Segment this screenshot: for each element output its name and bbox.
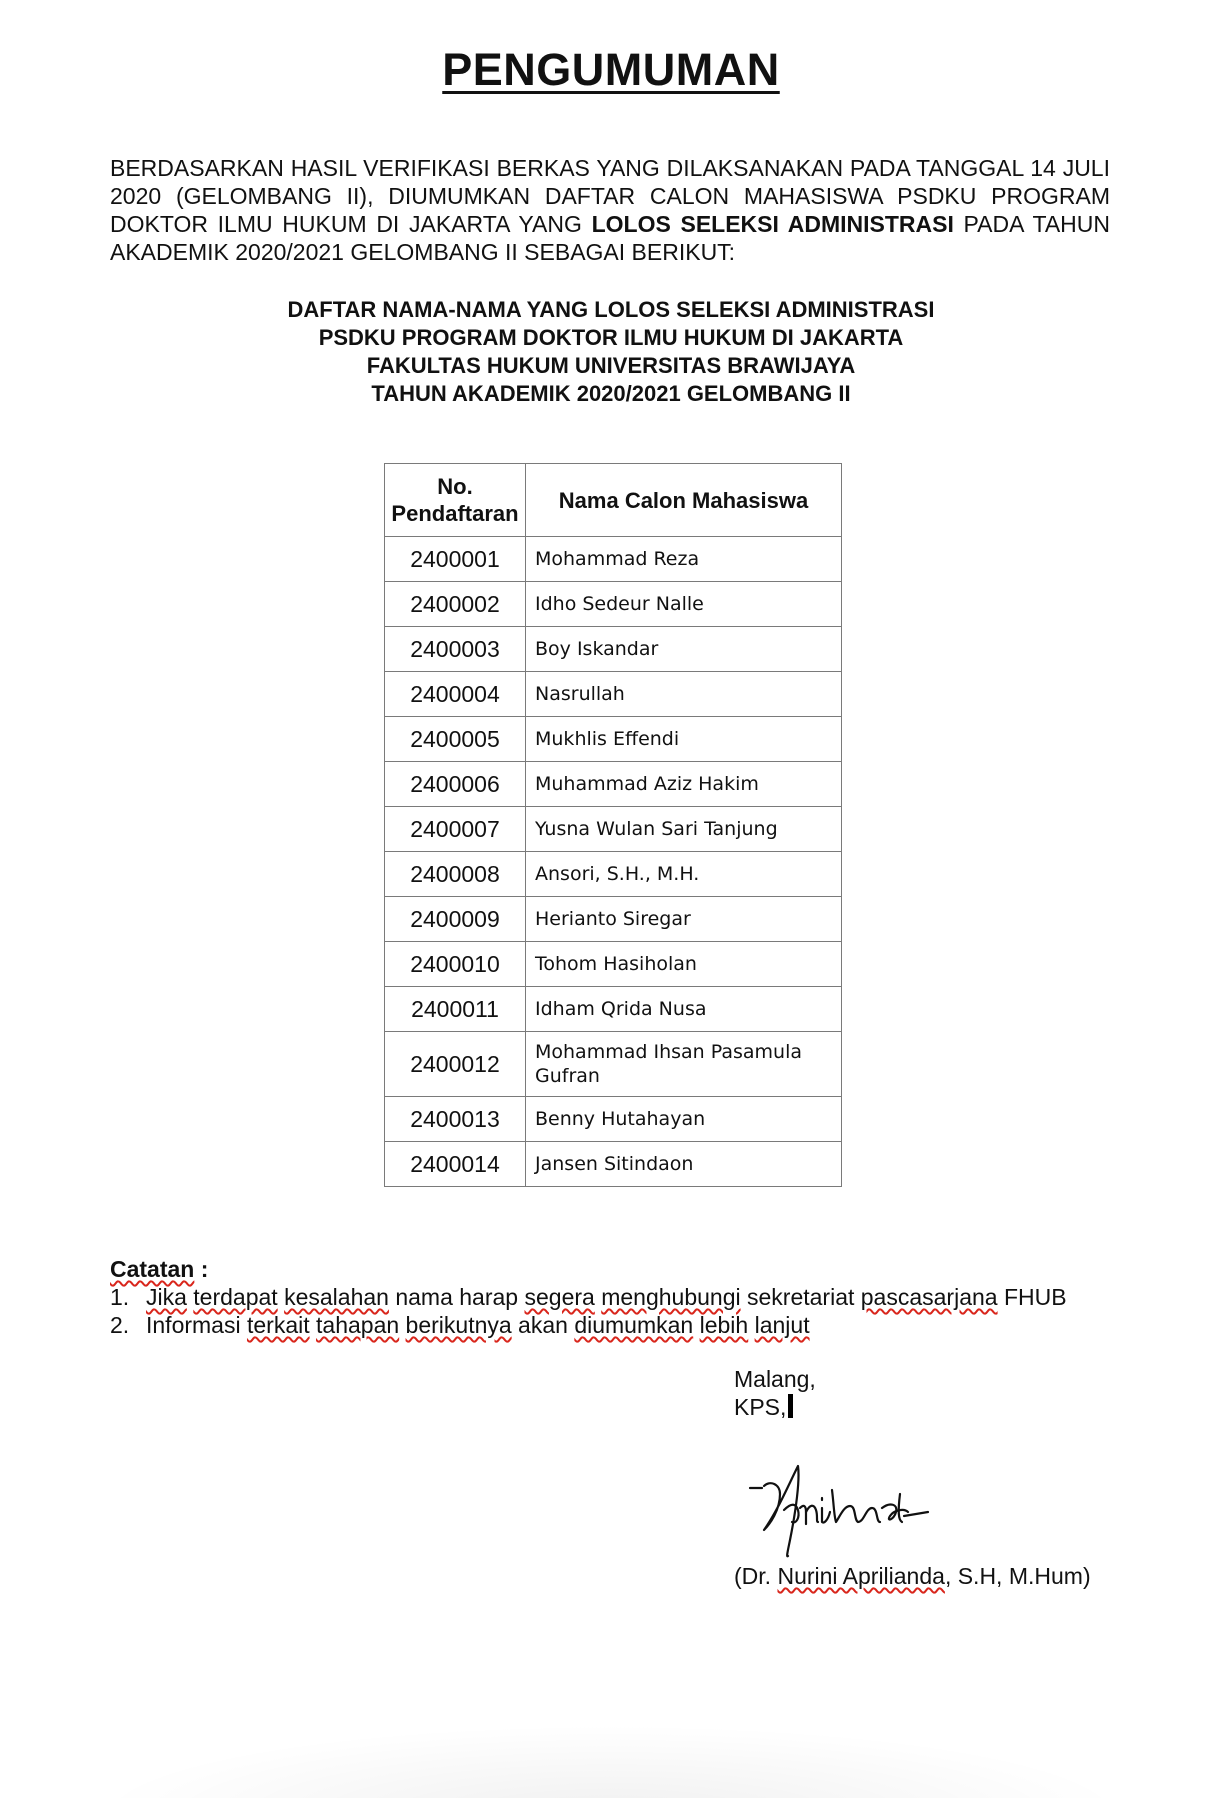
student-name: Boy Iskandar (526, 627, 842, 672)
page-title: PENGUMUMAN (442, 44, 780, 95)
table-row (385, 1142, 842, 1187)
student-name: Yusna Wulan Sari Tanjung (526, 807, 842, 852)
list-heading-line: PSDKU PROGRAM DOKTOR ILMU HUKUM DI JAKARTA (318, 325, 904, 350)
table-row (385, 942, 842, 987)
table-row (385, 672, 842, 717)
student-name: Muhammad Aziz Hakim (526, 762, 842, 807)
note-item (110, 1283, 1110, 1311)
signature-city: Malang, (734, 1366, 816, 1392)
student-name: Nasrullah (526, 672, 842, 717)
registration-number: 2400004 (385, 672, 526, 717)
registration-number: 2400010 (385, 942, 526, 987)
student-name: Mukhlis Effendi (526, 717, 842, 762)
registration-number: 2400003 (385, 627, 526, 672)
intro-bold-status: LOLOS SELEKSI ADMINISTRASI (591, 211, 954, 237)
student-name: Benny Hutahayan (526, 1097, 842, 1142)
student-name: Herianto Siregar (526, 897, 842, 942)
notes-section (110, 1255, 1110, 1339)
student-name: Tohom Hasiholan (526, 942, 842, 987)
list-heading-line: FAKULTAS HUKUM UNIVERSITAS BRAWIJAYA (366, 353, 856, 378)
student-name: Mohammad Ihsan Pasamula Gufran (526, 1032, 842, 1097)
list-heading-line: DAFTAR NAMA-NAMA YANG LOLOS SELEKSI ADMINISTRASI (287, 297, 935, 322)
signer-name: (Dr. Nurini Aprilianda, S.H, M.Hum) (734, 1563, 1091, 1589)
student-name: Jansen Sitindaon (526, 1142, 842, 1187)
registration-number: 2400005 (385, 717, 526, 762)
note-number: 2. (110, 1312, 130, 1338)
registration-number: 2400012 (385, 1032, 526, 1097)
table-header-row (385, 464, 842, 537)
intro-text-before: BERDASARKAN HASIL VERIFIKASI BERKAS YANG DILAKSANAKAN PADA TANGGAL 14 JULI 2020 (GELOMBANG II), DIUMUMKAN DAFTAR CALON MAHASISWA PSDKU PROGRAM DOKTOR ILMU HUKUM DI JAKARTA YANG (110, 155, 1110, 237)
registration-number: 2400002 (385, 582, 526, 627)
registration-number: 2400007 (385, 807, 526, 852)
table-row (385, 1097, 842, 1142)
text-cursor (788, 1394, 793, 1418)
registration-number: 2400001 (385, 537, 526, 582)
page-edge-shadow (0, 1708, 1222, 1798)
header-registration-number: No. Pendaftaran (385, 464, 526, 537)
notes-heading (110, 1255, 1110, 1283)
handwritten-signature (740, 1450, 930, 1560)
registration-number: 2400006 (385, 762, 526, 807)
student-name: Mohammad Reza (526, 537, 842, 582)
note-item (110, 1311, 1110, 1339)
notes-heading-text: Catatan (110, 1256, 195, 1282)
table-row (385, 627, 842, 672)
notes-heading-colon: : (194, 1256, 209, 1282)
registration-number: 2400008 (385, 852, 526, 897)
signature-position: KPS, (734, 1393, 816, 1421)
table-row (385, 537, 842, 582)
note-text: Jika terdapat kesalahan nama harap segera menghubungi sekretariat pascasarjana FHUB (146, 1284, 1067, 1310)
intro-text-after: PADA TAHUN AKADEMIK 2020/2021 GELOMBANG II SEBAGAI BERIKUT: (110, 211, 1110, 265)
note-number: 1. (110, 1284, 130, 1310)
student-name: Idham Qrida Nusa (526, 987, 842, 1032)
registrant-table (384, 463, 842, 1187)
table-row (385, 852, 842, 897)
table-row (385, 1032, 842, 1097)
note-text: Informasi terkait tahapan berikutnya akan diumumkan lebih lanjut (146, 1312, 810, 1338)
header-student-name: Nama Calon Mahasiswa (526, 464, 842, 537)
student-name: Ansori, S.H., M.H. (526, 852, 842, 897)
registration-number: 2400011 (385, 987, 526, 1032)
list-heading-line: TAHUN AKADEMIK 2020/2021 GELOMBANG II (371, 381, 851, 406)
table-row (385, 987, 842, 1032)
signature-block (734, 1365, 816, 1421)
table-row (385, 807, 842, 852)
student-name: Idho Sedeur Nalle (526, 582, 842, 627)
table-row (385, 582, 842, 627)
list-heading (0, 296, 1222, 408)
table-row (385, 762, 842, 807)
table-row (385, 897, 842, 942)
intro-paragraph (110, 154, 1110, 266)
registration-number: 2400009 (385, 897, 526, 942)
registration-number: 2400013 (385, 1097, 526, 1142)
registration-number: 2400014 (385, 1142, 526, 1187)
signer-name-marked: Nurini Aprilianda (777, 1563, 945, 1589)
table-row (385, 717, 842, 762)
